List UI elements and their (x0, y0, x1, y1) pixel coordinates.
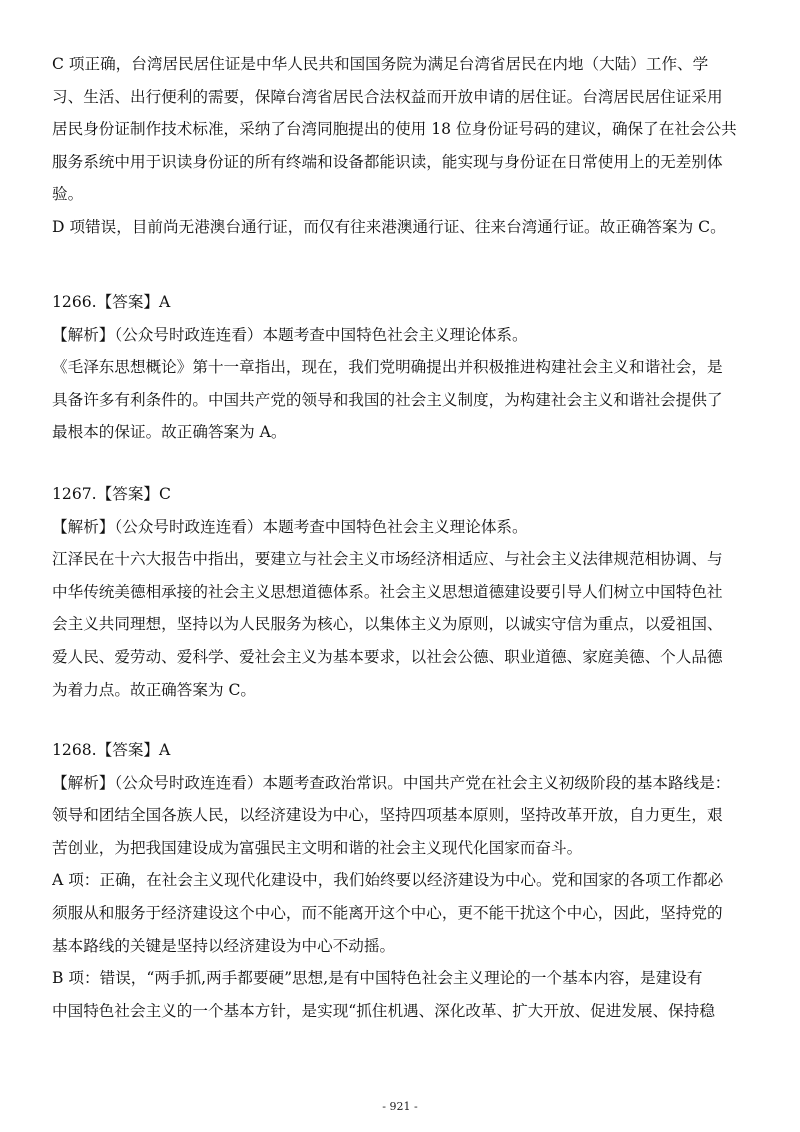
text-line: 验。 (52, 185, 84, 204)
text-line: 苦创业，为把我国建设成为富强民主文明和谐的社会主义现代化国家而奋斗。 (52, 838, 583, 857)
text-line: 最根本的保证。故正确答案为 A。 (52, 423, 287, 442)
text-line: 领导和团结全国各族人民，以经济建设为中心，坚持四项基本原则，坚持改革开放，自力更生，艰 (52, 806, 723, 825)
text-line: 须服从和服务于经济建设这个中心，而不能离开这个中心，更不能干扰这个中心，因此，坚持党的 (52, 903, 723, 922)
answer-c-d-explanation (52, 48, 756, 244)
answer-heading: 1266.【答案】A (52, 293, 171, 311)
text-line: C 项正确，台湾居民居住证是中华人民共和国国务院为满足台湾省居民在内地（大陆）工作、学 (52, 55, 709, 73)
question-1267 (52, 478, 756, 706)
text-line: 中华传统美德相承接的社会主义思想道德体系。社会主义思想道德建设要引导人们树立中国特色社 (52, 582, 723, 601)
text-line: A 项：正确，在社会主义现代化建设中，我们始终要以经济建设为中心。党和国家的各项工作都必 (52, 871, 724, 890)
analysis-line: 【解析】（公众号时政连连看）本题考查中国特色社会主义理论体系。 (52, 325, 528, 344)
text-line: 居民身份证制作技术标准，采纳了台湾同胞提出的使用 18 位身份证号码的建议，确保了在社会公共 (52, 120, 737, 139)
text-line: 爱人民、爱劳动、爱科学、爱社会主义为基本要求，以社会公德、职业道德、家庭美德、个人品德 (52, 647, 723, 666)
text-line: D 项错误，目前尚无港澳台通行证，而仅有往来港澳通行证、往来台湾通行证。故正确答案为 C。 (52, 217, 726, 236)
text-line: 《毛泽东思想概论》第十一章指出，现在，我们党明确提出并积极推进构建社会主义和谐社会，是 (52, 358, 723, 377)
text-line: 习、生活、出行便利的需要，保障台湾省居民合法权益而开放申请的居住证。台湾居民居住证采用 (52, 87, 723, 106)
analysis-line: 【解析】（公众号时政连连看）本题考查中国特色社会主义理论体系。 (52, 517, 528, 536)
text-line: B 项：错误，“两手抓,两手都要硬”思想,是有中国特色社会主义理论的一个基本内容，是建设有 (52, 969, 703, 988)
text-line: 服务系统中用于识读身份证的所有终端和设备都能识读，能实现与身份证在日常使用上的无差别体 (52, 152, 723, 171)
answer-heading: 1267.【答案】C (52, 485, 171, 503)
answer-heading: 1268.【答案】A (52, 741, 171, 759)
question-1268 (52, 734, 756, 1027)
analysis-line: 【解析】（公众号时政连连看）本题考查政治常识。中国共产党在社会主义初级阶段的基本路线是： (52, 773, 731, 792)
question-1266 (52, 286, 756, 449)
text-line: 基本路线的关键是坚持以经济建设为中心不动摇。 (52, 936, 396, 955)
page-number: - 921 - (382, 1100, 418, 1113)
text-line: 会主义共同理想，坚持以为人民服务为核心，以集体主义为原则，以诚实守信为重点，以爱祖国、 (52, 615, 723, 634)
text-line: 江泽民在十六大报告中指出，要建立与社会主义市场经济相适应、与社会主义法律规范相协调、与 (52, 550, 723, 569)
text-line: 具备许多有利条件的。中国共产党的领导和我国的社会主义制度，为构建社会主义和谐社会提供了 (52, 390, 723, 409)
text-line: 中国特色社会主义的一个基本方针，是实现“抓住机遇、深化改革、扩大开放、促进发展、保持稳 (52, 1001, 715, 1020)
text-line: 为着力点。故正确答案为 C。 (52, 680, 257, 699)
